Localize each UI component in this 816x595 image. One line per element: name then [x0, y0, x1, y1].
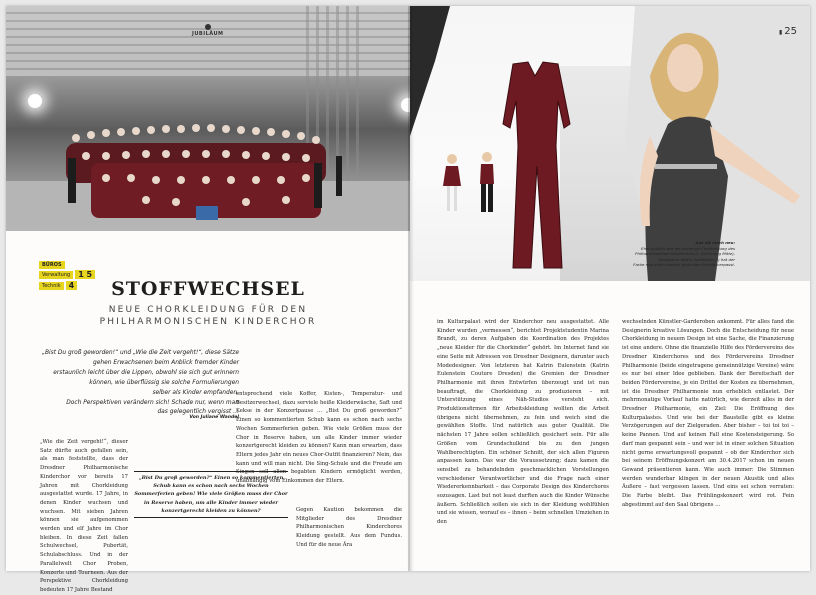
photo-caption: Aus alt mach neu: Eher südlich war die bisherige Chorkleidung des Philharmonischen Kinderchors (l. Zeichnung Mitte). Designerin Katrin Eulenstein (r) hat der Farbe nun einen ebenso glutvollen Schnitt verpasst. [633, 240, 735, 268]
photo-collage [410, 6, 810, 281]
choir-group-photo [6, 6, 410, 231]
article-title: STOFFWECHSEL [111, 278, 305, 300]
rating-label: Verwaltung [39, 271, 73, 279]
right-page [410, 6, 810, 571]
page-fold [408, 6, 414, 571]
body-column-1: „Wie die Zeit vergeht!“, dieser Satz dürfte auch gefallen sein, als man feststellte, dass der Dresdner Philharmonische Kinderchor vor bereits 17 Jahren mit Chorkleidung ausgestattet wurde. 17 Jahre, in denen Kinder wuchsen und wuchsen. Mit sieben Jahren können sie aufgenommen werden und elf Jahre im Chor bleiben. In diese Zeit fallen Schulwechsel, Pubertät, Schulabschluss. Und in der Parallelwelt Chor Proben, Konzerte und Tourneen. Aus der Perspektive Chorkleidung bedeuten 17 Jahre Bestand [40, 439, 128, 593]
lead-paragraph: „Bist Du groß geworden!“ und „Wie die Zeit vergeht!“, diese Sätze gehen Erwachsenen beim Anblick fremder Kinder erstaunlich leicht über die Lippen, obwohl sie sich gut erinnern können, wie überflüssig sie solche Formulierungen selber als Kinder empfanden. Doch Perspektiven verändern sich! Schade nur, wenn man das gelegentlich vergisst … [41, 350, 239, 416]
designer-photo [410, 6, 810, 281]
publication-icon: ▮ [778, 29, 783, 36]
page-number: ▮ 25 [778, 26, 797, 37]
jumpsuit-sketch [503, 62, 570, 268]
author-byline: Von Juliane Wandel [189, 415, 239, 420]
stage-light [28, 94, 42, 108]
rating-header: BÜROS [39, 261, 65, 269]
left-page [6, 6, 410, 593]
body-column-4: wechselnden Künstler-Garderoben ankommt. Für alles fand die Designerin kreative Lösungen. Doch die Entscheidung für neue Chorkleidung in neuem Design ist eine Sache, die Finanzierung ist eine andere. Ohne die finanzielle Hilfe des Fördervereins des Dresdner Kinderchores und des Fördervereins Dresdner Philharmonie (beide eingetragene gemeinnützige Vereine) wäre es nur bei einer Idee geblieben. Dank der Bereitschaft der beiden Fördervereine, je ein Drittel der Kosten zu übernehmen, ist die Dresdner Philharmonie nun erheblich entlastet. Der mehrmonatige Vorlauf hatte natürlich, wie derzeit alles in der Dresdner Philharmonie, ein Ziel: Die Eröffnung des Kulturpalastes. Und wie bei der Baustelle gibt es kleine Verzögerungen auf der Zielgeraden. Aber bisher – toi toi toi – keine Pannen. Und auf keinen Fall eine Kostensteigerung. So darf man gespannt sein – und wer ist in einer solchen Situation nicht gerne erwartungsvoll gespannt – ob der Kinderchor sich bei seinem Eröffnungskonzert am 30.4.2017 schon im neuen Gewand präsentieren kann. Wie auch immer: Die Stimmen werden wunderbar klingen in der neuen Akustik und alles Äußere – fast vergessen lassen. Und eins sei schon verraten: Die Farbe bleibt. Das Frühlingskonzert wird rot. Fein abgestimmt auf den Saal übrigens … [622, 319, 794, 508]
body-column-2b: Gegen Kaution bekommen die Mitglieder des Dresdner Philharmonischen Kinderchores Kleidung gestellt. Aus dem Fundus. Und für die neue Ära [296, 507, 402, 548]
pull-quote: „Bist Du groß geworden?“ Einen so kommentierten Schub kann es schon nach sechs Wochen Sommerferien geben! Wie viele Größen muss der Chor in Reserve haben, um alle Kinder immer wieder konzertgerecht kleiden zu können? [134, 471, 288, 518]
section-badge: JUBILÄUM [192, 24, 224, 37]
body-column-3: im Kulturpalast wird der Kinderchor neu ausgestattet. Alle Kinder wurden „vermessen“, berichtet Projektstudentin Marina Brandt, zu deren Aufgaben die Koordination des Projektes „neue Kleider für die Chorkinder“ gehört. Im Internet fand sie eine Seite mit Adressen von Dresdner Designern, darunter auch Modedesigner. Von letzteren hat Katrin Eulenstein (Katrin Eulenstein Couture Dresden) die Gremien der Dresdner Philharmonie mit ihren Entwürfen überzeugt und ist nun beauftragt, die Chorkleidung zu produzieren – mit Unterstützung eines Näh-Studios versteht sich. Produktionsfirmen für Arbeitskleidung wollten die Arbeit übrigens nicht übernehmen, zu fein und weich sind die gewählten Stoffe. Und natürlich aus guter Qualität. Die nächsten 17 Jahre sollen schließlich gesichert sein. Für alle Größen vom Grundschulkind bis zu den jungen Wahlberechtigten. Ein schöner Schnitt, der sich allen Figuren anpassen kann. Das war die Voraussetzung; dazu kamen die sensibel zu behandelnden geschmacklichen Vorstellungen verschiedener Verantwortlicher und die Frage nach einer Wiedererkennbarkeit – das Corporate Design des Kinderchores sozusagen. Last but not least durften auch die Kinder Wünsche äußern. Schließlich sollen sie sich in der Kleidung wohlfühlen und sie wissen, worauf es – ihnen – beim schnellen Umziehen in den [437, 319, 609, 526]
old-costume-drawing-girl [443, 154, 461, 211]
jubilee-icon [205, 24, 211, 30]
rating-label: Technik [39, 282, 64, 290]
body-column-2: entsprechend viele Koffer, Kisten-, Temperatur- und Besitzerwechsel, dazu serviele heiße Kleiderwäsche, Saft und Kekse in der Konzertpause … „Bist Du groß geworden?“ Einen so kommentierten Schub kann es schon nach sechs Wochen Sommerferien geben. Wie viele Größen muss der Chor in Reserve haben, um alle Kinder immer wieder konzertgerecht kleiden zu können? Kann man erwarten, dass Eltern jedes Jahr ein neues Chor-Outfit finanzieren? Nein, das kann und will man nicht. Die Sing-Schule und die Freude am Singen soll allen begabten Kindern ermöglicht werden, unabhängig vom Einkommen der Eltern. [236, 391, 402, 485]
choir-members [46, 118, 346, 228]
old-costume-drawing-boy [480, 152, 494, 212]
article-subtitle: NEUE CHORKLEIDUNG FÜR DEN PHILHARMONISCHEN KINDERCHOR [99, 305, 317, 327]
rating-value: 1 5 [75, 270, 95, 279]
rating-value: 4 [66, 281, 78, 290]
